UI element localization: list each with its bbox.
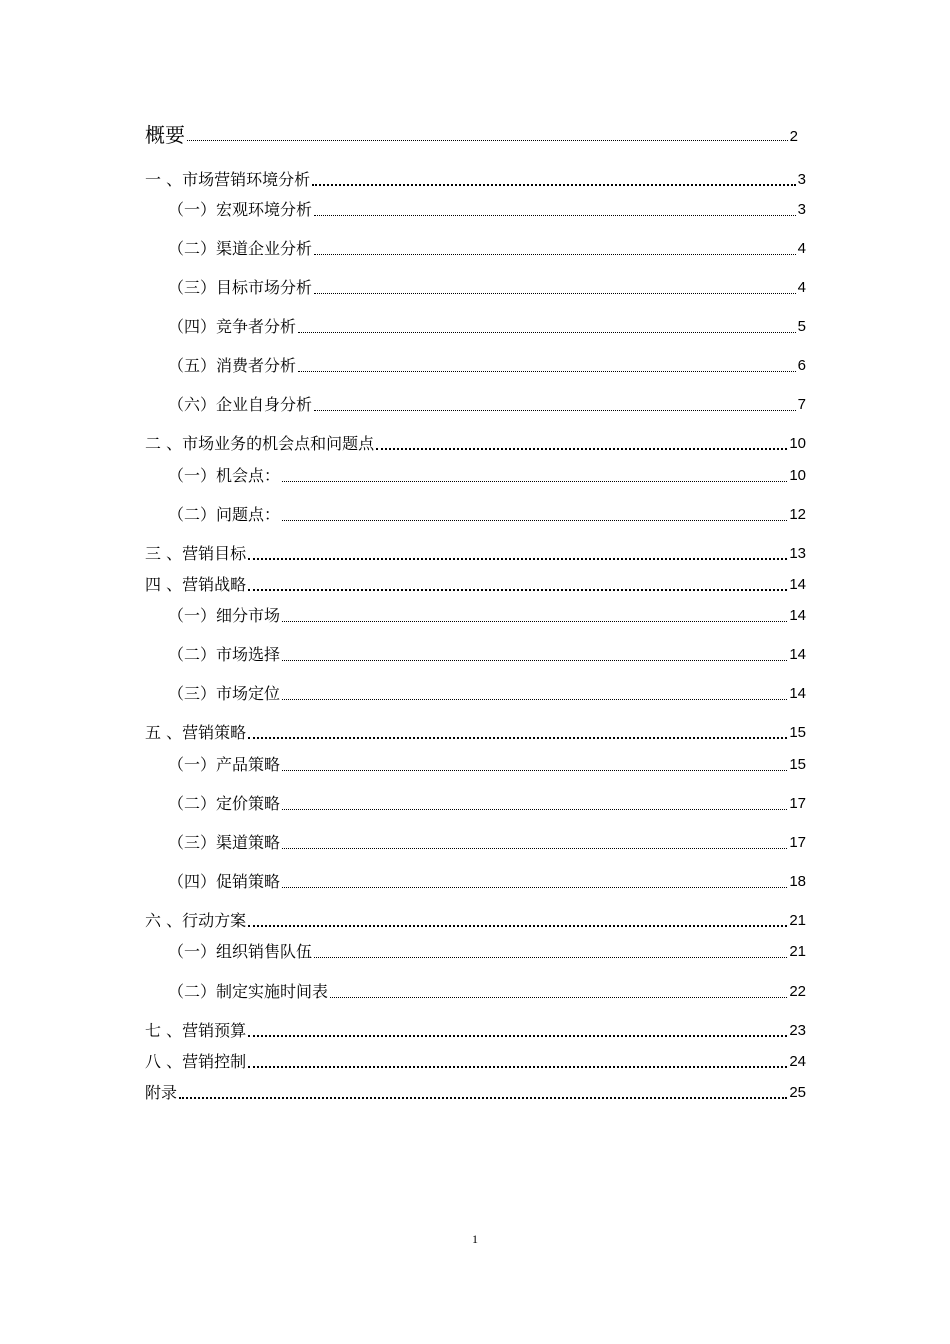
toc-dot-leader — [282, 520, 787, 521]
toc-entry[interactable] — [168, 275, 806, 299]
toc-entry-label: （三）渠道策略 — [168, 833, 281, 852]
toc-dot-leader — [314, 215, 796, 216]
toc-entry-page: 10 — [789, 467, 806, 484]
toc-entry[interactable] — [168, 681, 806, 705]
toc-entry-page: 17 — [789, 795, 806, 812]
toc-entry[interactable] — [168, 752, 806, 776]
toc-entry-page: 4 — [797, 279, 806, 296]
toc-entry-label: （二）定价策略 — [168, 794, 281, 813]
toc-entry[interactable] — [145, 572, 806, 596]
toc-entry-page: 14 — [789, 607, 806, 624]
toc-dot-leader — [248, 925, 787, 927]
toc-dot-leader — [330, 997, 787, 998]
toc-entry-label: 附录 — [145, 1083, 178, 1102]
toc-entry-label: 七 、营销预算 — [145, 1021, 247, 1040]
toc-entry[interactable] — [145, 908, 806, 932]
toc-entry[interactable] — [168, 314, 806, 338]
toc-dot-leader — [282, 621, 787, 622]
toc-entry-page: 24 — [789, 1053, 806, 1070]
toc-entry[interactable] — [168, 979, 806, 1003]
toc-dot-leader — [376, 448, 787, 450]
toc-entry-page: 2 — [789, 128, 798, 145]
toc-entry-label: （一）组织销售队伍 — [168, 942, 313, 961]
toc-entry[interactable] — [168, 502, 806, 526]
toc-entry[interactable] — [168, 830, 806, 854]
toc-entry-label: 一 、市场营销环境分析 — [145, 170, 311, 189]
toc-entry-label: 六 、行动方案 — [145, 911, 247, 930]
toc-entry-page: 25 — [789, 1084, 806, 1101]
toc-entry-page: 23 — [789, 1022, 806, 1039]
toc-entry-label: （二）渠道企业分析 — [168, 239, 313, 258]
toc-entry[interactable] — [168, 869, 806, 893]
toc-dot-leader — [298, 371, 796, 372]
toc-entry[interactable] — [145, 120, 798, 148]
toc-dot-leader — [248, 737, 787, 739]
toc-dot-leader — [282, 660, 787, 661]
toc-dot-leader — [248, 558, 787, 560]
toc-entry-label: 五 、营销策略 — [145, 723, 247, 742]
toc-entry-page: 6 — [797, 357, 806, 374]
toc-entry-label: （三）目标市场分析 — [168, 278, 313, 297]
toc-entry-label: （四）促销策略 — [168, 872, 281, 891]
toc-entry[interactable] — [168, 236, 806, 260]
toc-entry-label: （二）问题点： — [168, 505, 281, 524]
toc-entry-label: （六）企业自身分析 — [168, 395, 313, 414]
toc-entry-page: 15 — [789, 756, 806, 773]
toc-entry[interactable] — [145, 1049, 806, 1073]
toc-entry-page: 14 — [789, 685, 806, 702]
toc-entry-page: 13 — [789, 545, 806, 562]
toc-dot-leader — [282, 809, 787, 810]
toc-entry[interactable] — [168, 463, 806, 487]
toc-entry[interactable] — [145, 167, 806, 191]
toc-entry-label: （一）宏观环境分析 — [168, 200, 313, 219]
toc-entry-label: 八 、营销控制 — [145, 1052, 247, 1071]
toc-entry-page: 7 — [797, 396, 806, 413]
toc-entry-page: 22 — [789, 983, 806, 1000]
toc-entry[interactable] — [168, 939, 806, 963]
toc-entry-page: 21 — [789, 943, 806, 960]
toc-dot-leader — [187, 140, 788, 141]
toc-entry-label: 二 、市场业务的机会点和问题点 — [145, 434, 375, 453]
toc-dot-leader — [282, 770, 787, 771]
toc-dot-leader — [282, 848, 787, 849]
toc-entry-page: 14 — [789, 576, 806, 593]
toc-entry[interactable] — [168, 392, 806, 416]
toc-entry-label: （四）竞争者分析 — [168, 317, 297, 336]
toc-entry-page: 3 — [797, 201, 806, 218]
toc-entry[interactable] — [145, 1080, 806, 1104]
toc-entry-label: （二）制定实施时间表 — [168, 982, 329, 1001]
toc-entry-label: （一）机会点： — [168, 466, 281, 485]
toc-entry[interactable] — [168, 353, 806, 377]
toc-entry-page: 17 — [789, 834, 806, 851]
toc-entry-page: 15 — [789, 724, 806, 741]
page-number: 1 — [472, 1232, 478, 1246]
toc-entry-label: 四 、营销战略 — [145, 575, 247, 594]
toc-dot-leader — [179, 1097, 787, 1099]
toc-entry-label: 概要 — [145, 123, 185, 147]
toc-entry[interactable] — [145, 1018, 806, 1042]
toc-entry-page: 21 — [789, 912, 806, 929]
toc-dot-leader — [298, 332, 796, 333]
toc-entry[interactable] — [168, 791, 806, 815]
toc-dot-leader — [248, 589, 787, 591]
toc-entry[interactable] — [168, 197, 806, 221]
toc-dot-leader — [314, 957, 787, 958]
toc-entry-label: （二）市场选择 — [168, 645, 281, 664]
toc-dot-leader — [248, 1066, 787, 1068]
toc-entry-page: 4 — [797, 240, 806, 257]
toc-dot-leader — [248, 1035, 787, 1037]
toc-entry-label: （三）市场定位 — [168, 684, 281, 703]
toc-entry[interactable] — [168, 642, 806, 666]
toc-dot-leader — [314, 293, 796, 294]
toc-dot-leader — [282, 699, 787, 700]
toc-entry-label: （五）消费者分析 — [168, 356, 297, 375]
toc-entry[interactable] — [145, 541, 806, 565]
toc-entry-label: （一）细分市场 — [168, 606, 281, 625]
toc-entry-page: 10 — [789, 435, 806, 452]
toc-entry[interactable] — [168, 603, 806, 627]
toc-dot-leader — [314, 410, 796, 411]
toc-entry-page: 3 — [797, 171, 806, 188]
toc-dot-leader — [282, 887, 787, 888]
toc-entry-page: 18 — [789, 873, 806, 890]
toc-dot-leader — [312, 184, 796, 186]
toc-entry-page: 12 — [789, 506, 806, 523]
toc-entry-page: 14 — [789, 646, 806, 663]
toc-entry[interactable] — [145, 431, 806, 455]
toc-entry-page: 5 — [797, 318, 806, 335]
toc-dot-leader — [314, 254, 796, 255]
toc-dot-leader — [282, 481, 787, 482]
toc-entry-label: （一）产品策略 — [168, 755, 281, 774]
toc-entry[interactable] — [145, 720, 806, 744]
toc-entry-label: 三 、营销目标 — [145, 544, 247, 563]
